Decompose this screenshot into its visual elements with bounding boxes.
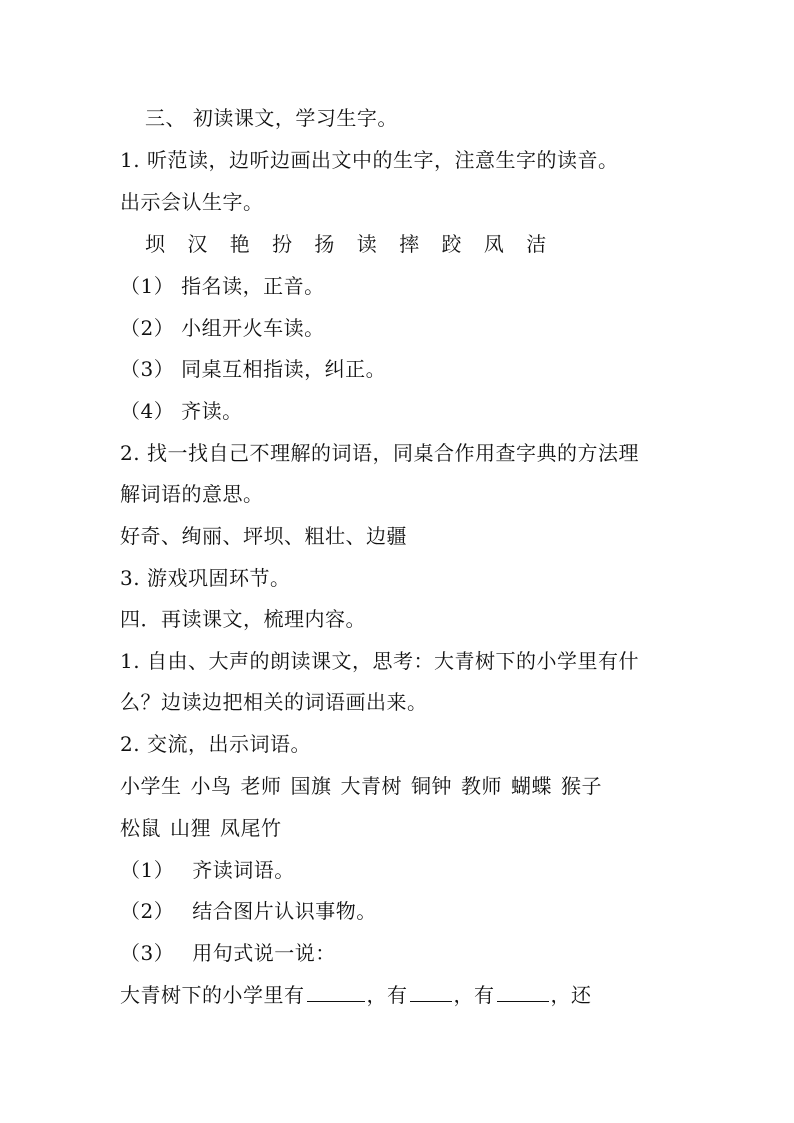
s4-sub-3-number: （3） [120,941,175,965]
s4-sub-3 [120,940,336,966]
sentence-part-2: ，有 [366,983,408,1007]
s3-item-1: 1. 听范读，边听边画出文中的生字，注意生字的读音。 [120,148,619,172]
s3-item-3: 3. 游戏巩固环节。 [120,566,291,590]
word-item: 蝴蝶 [511,774,552,798]
fill-blank [307,983,365,1002]
s4-sub-1-number: （1） [120,858,175,882]
s3-sub-3: （3） 同桌互相指读，纠正。 [120,357,387,381]
word-item: 老师 [240,774,282,798]
section-3-title: 三、 初读课文，学习生字。 [145,106,398,130]
s4-sub-3-text: 用句式说一说： [192,941,336,965]
s3-sub-2: （2） 小组开火车读。 [120,316,325,340]
s4-item-1-line-1: 1. 自由、大声的朗读课文，思考：大青树下的小学里有什 [120,649,639,673]
s3-word-list: 好奇、绚丽、坪坝、粗壮、边疆 [120,524,407,548]
fill-blank [410,983,452,1002]
word-item: 山狸 [170,816,211,840]
word-item: 小学生 [120,774,182,798]
sentence-pattern [120,982,592,1008]
s4-word-list-line-1 [120,773,611,799]
word-item: 大青树 [340,774,402,798]
s4-item-1-line-2: 么？边读边把相关的词语画出来。 [120,690,428,714]
word-item: 猴子 [561,774,602,798]
word-item: 凤尾竹 [220,816,282,840]
s3-sub-1: （1） 指名读，正音。 [120,274,325,298]
s4-sub-1-text: 齐读词语。 [192,858,295,882]
word-item: 铜钟 [411,774,452,798]
s3-sub-4: （4） 齐读。 [120,399,243,423]
s3-item-2-line-1: 2. 找一找自己不理解的词语，同桌合作用查字典的方法理 [120,441,639,465]
word-item: 松鼠 [120,816,161,840]
s4-word-list-line-2 [120,815,291,841]
word-item: 国旗 [290,774,332,798]
sentence-part-3: ，有 [453,983,495,1007]
s4-sub-2 [120,898,377,924]
s4-sub-2-number: （2） [120,899,175,923]
word-item: 教师 [461,774,502,798]
s3-character-list: 坝 汉 艳 扮 扬 读 摔 跤 凤 洁 [145,232,555,256]
s3-item-2-line-2: 解词语的意思。 [120,482,264,506]
sentence-part-1: 大青树下的小学里有 [120,983,305,1007]
fill-blank [497,983,549,1002]
word-item: 小鸟 [190,774,232,798]
s4-sub-2-text: 结合图片认识事物。 [192,899,377,923]
section-4-title: 四．再读课文，梳理内容。 [120,607,366,631]
s4-sub-1 [120,857,295,883]
s3-show-chars: 出示会认生字。 [120,190,264,214]
s4-item-2: 2. 交流，出示词语。 [120,732,311,756]
sentence-part-4: ，还 [550,983,592,1007]
